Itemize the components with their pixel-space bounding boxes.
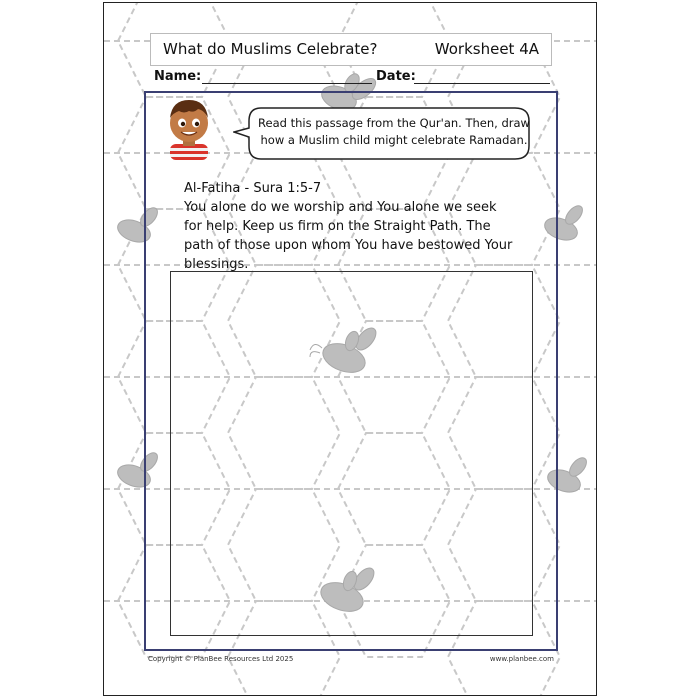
date-label: Date: (376, 69, 416, 84)
worksheet-number: Worksheet 4A (434, 40, 539, 58)
copyright-text: Copyright © PlanBee Resources Ltd 2025 (148, 655, 294, 663)
date-field[interactable] (414, 71, 550, 84)
instruction-text: Read this passage from the Qur'an. Then, draw how a Muslim child might celebrate Ramadan. (258, 116, 530, 147)
website-link[interactable]: www.planbee.com (489, 655, 554, 663)
child-avatar-icon (164, 98, 214, 160)
title-bar (150, 33, 552, 66)
passage-title: Al-Fatiha - Sura 1:5-7 (184, 181, 322, 196)
name-field[interactable] (202, 71, 372, 84)
passage-body: You alone do we worship and You alone we seek for help. Keep us firm on the Straight Path. The path of those upon whom You have bestowed Your blessings. (184, 200, 513, 272)
worksheet-title: What do Muslims Celebrate? (163, 40, 378, 58)
worksheet-page (103, 2, 597, 696)
drawing-area[interactable] (170, 271, 533, 636)
quran-passage (184, 179, 514, 274)
name-label: Name: (154, 69, 202, 84)
name-date-row (154, 69, 550, 87)
